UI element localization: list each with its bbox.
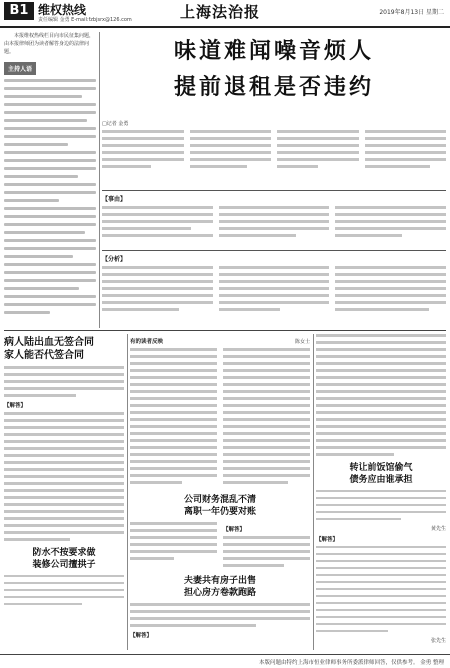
story-1-title (4, 336, 124, 362)
story-1-title-line-1: 病人陆出血无签合同 (4, 337, 94, 348)
headline-line-2: 提前退租是否违约 (173, 75, 374, 100)
story-5-title (316, 462, 446, 486)
lead-column (102, 130, 184, 186)
story-1-title-line-2: 家人能否代签合同 (4, 350, 84, 361)
event-section (102, 194, 446, 246)
page-header (0, 0, 450, 30)
lead-paragraph-columns (102, 130, 446, 186)
story-5-body (316, 490, 446, 521)
section-divider (102, 250, 446, 251)
page-number-badge: B1 (4, 2, 34, 20)
story-5-answer-label: 【解答】 (316, 536, 339, 543)
story-4-title (130, 575, 310, 599)
story-1-reader: 陈女士 (294, 339, 310, 345)
section-divider (102, 190, 446, 191)
intro-text: 本报维权热线栏目向市民征集问题，由本报律师团为读者解答身边的法律问题。 (4, 33, 95, 55)
story-2-body (4, 575, 124, 606)
byline (102, 120, 446, 128)
story-3-body (130, 522, 217, 571)
lead-column (277, 130, 359, 186)
event-label: 【事由】 (102, 196, 127, 203)
middle-column (130, 334, 310, 650)
editor-credit: 责任编辑 金勇 E-mail:fzbjsrx@126.com (38, 17, 132, 23)
story-4-title-line-2: 担心房方卷款跑路 (183, 588, 256, 598)
reader-name: 张先生 (430, 637, 446, 644)
left-intro-column (4, 32, 96, 328)
reporter-byline: □记者 金勇 (102, 121, 129, 127)
story-1-answer-label: 【解答】 (4, 403, 27, 409)
story-5-reader: 黄先生 (430, 525, 446, 532)
story-5-title-line-2: 债务应由谁承担 (349, 474, 413, 485)
story-4-body (130, 603, 310, 627)
story-5-answer-body (316, 546, 446, 633)
story-2-title (4, 547, 124, 571)
column-divider (127, 334, 128, 650)
headline-line-1: 味道难闻噪音烦人 (173, 39, 374, 64)
story-3-title-line-1: 公司财务混乱不清 (183, 495, 256, 505)
page-footer (0, 654, 450, 668)
story-5-title-line-1: 转让前饭馆偷气 (349, 462, 413, 473)
story-3-title (130, 494, 310, 518)
left-bottom-column (4, 334, 124, 650)
footer-note: 本版问题由特约上海市恒业律师事务所委派律师回答，仅供参考。 金勇 整理 (259, 660, 444, 666)
story-4-title-line-1: 夫妻共有房子出售 (183, 576, 256, 586)
story-4-answer-label: 【解答】 (130, 633, 153, 639)
story-1-answer-body (4, 412, 124, 541)
analysis-label: 【分析】 (102, 256, 127, 263)
mid-text-column (130, 348, 217, 488)
host-body-text (4, 79, 96, 314)
header-divider (0, 26, 450, 28)
lead-column (365, 130, 447, 186)
story-3-answer (223, 522, 310, 571)
main-headline (102, 34, 446, 114)
section-title: 维权热线 (38, 3, 87, 17)
newspaper-masthead: 上海法治报 (180, 3, 261, 21)
analysis-section (102, 254, 446, 328)
question-note: 有的读者反映 (130, 339, 164, 345)
story-3-answer-label: 【解答】 (223, 527, 246, 533)
issue-date: 2019年8月13日 星期二 (379, 9, 444, 16)
mid-text-column (223, 348, 310, 488)
story-3-title-line-2: 离职一年仍要对账 (183, 507, 256, 517)
column-divider (99, 32, 100, 328)
right-column (316, 334, 446, 650)
bottom-section-divider (4, 330, 446, 331)
host-heading: 主持人语 (4, 62, 36, 75)
column-divider (313, 334, 314, 650)
lead-column (190, 130, 272, 186)
story-2-title-line-2: 装修公司擅拱子 (32, 559, 96, 570)
story-2-title-line-1: 防水不按要求做 (32, 547, 96, 558)
right-text-top (316, 334, 446, 456)
story-1-body (4, 366, 124, 397)
